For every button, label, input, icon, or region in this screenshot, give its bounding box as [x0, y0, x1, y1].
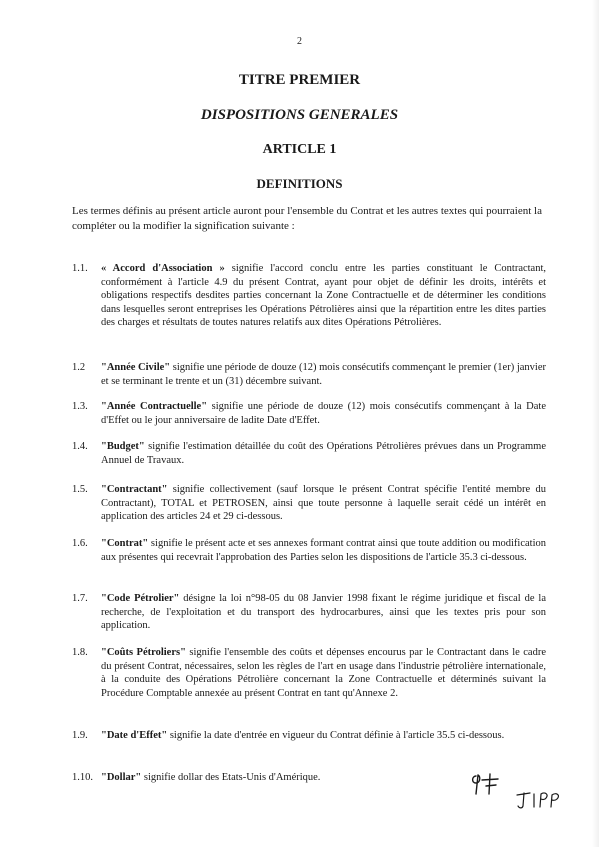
definition-text: signifie l'ensemble des coûts et dépenses encourus par le Contractant dans le cadre du présent Contrat, nécessaires, selon les règles de l'art en usage dans l'industrie pétrolière internationale, à la conduite des Opérations Pétrolière concernant la Zone Contractuelle et déterminés suivant la Procédure Comptable annexée au présent Contrat en tant qu'Annexe 2.	[101, 647, 546, 699]
definition-body	[101, 440, 546, 467]
definition-text: signifie une période de douze (12) mois consécutifs commençant le premier (1er) janvier et se terminant le trente et un (31) décembre suivant.	[101, 362, 546, 387]
definition-text: signifie l'estimation détaillée du coût des Opérations Pétrolières prévues dans un Programme Annuel de Travaux.	[101, 441, 546, 466]
handwritten-initials-signature	[514, 786, 566, 812]
definition-number: 1.6.	[72, 538, 88, 549]
definition-body	[101, 483, 546, 524]
scan-edge-shadow	[592, 0, 599, 847]
definition-number: 1.5.	[72, 484, 88, 495]
definition-body	[101, 262, 546, 330]
definition-text: signifie le présent acte et ses annexes formant contrat ainsi que toute addition ou modification aux présentes qui recevrait l'approbation des Parties selon les dispositions de l'article 35.3 ci-dessous.	[101, 538, 546, 563]
definition-term: "Contrat"	[101, 538, 149, 549]
definition-number: 1.2	[72, 362, 86, 373]
handwritten-initials-signature	[468, 770, 508, 800]
section-heading: DEFINITIONS	[256, 176, 343, 191]
definition-number: 1.7.	[72, 593, 88, 604]
definition-number: 1.9.	[72, 730, 88, 741]
article-heading: ARTICLE 1	[262, 142, 337, 157]
definition-term: "Budget"	[101, 441, 145, 452]
page-number: 2	[297, 36, 302, 47]
definition-body	[101, 592, 546, 633]
definition-text: signifie dollar des Etats-Unis d'Amérique.	[141, 772, 321, 783]
definition-text: signifie collectivement (sauf lorsque le présent Contrat spécifie l'entité membre du Contractant), TOTAL et PETROSEN, ainsi que toute personne à laquelle serait cédé un intérêt en application des articles 24 et 29 ci-dessous.	[101, 484, 546, 523]
definition-text: désigne la loi n°98-05 du 08 Janvier 1998 fixant le régime juridique et fiscal de la recherche, de l'exploitation et du transport des hydrocarbures, ainsi que les textes pris pour son application.	[101, 593, 546, 632]
definition-term: "Année Civile"	[101, 362, 171, 373]
definition-term: "Contractant"	[101, 484, 168, 495]
definition-number: 1.1.	[72, 263, 88, 274]
definition-body	[101, 729, 546, 743]
definition-body	[101, 361, 546, 388]
definition-term: « Accord d'Association »	[101, 263, 225, 274]
definition-body	[101, 537, 546, 564]
intro-paragraph: Les termes définis au présent article auront pour l'ensemble du Contrat et les autres textes qui pourraient la compléter ou la modifier la signification suivante :	[72, 205, 542, 232]
definition-number: 1.8.	[72, 647, 88, 658]
definition-body	[101, 400, 546, 427]
definition-term: "Code Pétrolier"	[101, 593, 180, 604]
definition-text: signifie une période de douze (12) mois consécutifs commençant à la Date d'Effet ou le jour anniversaire de ladite Date d'Effet.	[101, 401, 546, 426]
definition-term: "Date d'Effet"	[101, 730, 168, 741]
definition-text: signifie la date d'entrée en vigueur du Contrat définie à l'article 35.5 ci-dessous.	[167, 730, 505, 741]
subtitle: DISPOSITIONS GENERALES	[200, 107, 399, 123]
definition-text: signifie l'accord conclu entre les parties constituant le Contractant, conformément à l'article 4.9 du présent Contrat, ayant pour objet de définir les droits, intérêts et obligations respectifs desdites parties concernant la Zone Contractuelle et de déterminer les conditions dans lesquelles seront entreprises les Opérations Pétrolières ainsi que la répartition entre les dites parties des charges et résultats de toutes natures relatifs aux dites Opérations Pétrolières.	[101, 263, 547, 329]
title: TITRE PREMIER	[238, 72, 361, 88]
definition-number: 1.10.	[72, 772, 93, 783]
definition-number: 1.3.	[72, 401, 88, 412]
definition-number: 1.4.	[72, 441, 88, 452]
definition-body	[101, 646, 546, 700]
definition-term: "Coûts Pétroliers"	[101, 647, 186, 658]
definition-term: "Année Contractuelle"	[101, 401, 208, 412]
definition-term: "Dollar"	[101, 772, 142, 783]
